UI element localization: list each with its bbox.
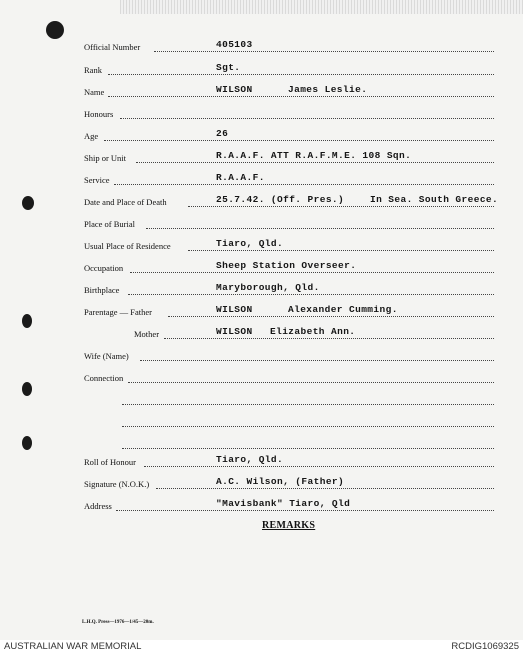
mother-surname-value: WILSON xyxy=(216,326,253,337)
burial-row xyxy=(84,216,494,230)
residence-row xyxy=(84,238,494,252)
age-row xyxy=(84,128,494,142)
punch-hole xyxy=(22,314,32,328)
remarks-heading: REMARKS xyxy=(262,520,316,531)
death-place-value: In Sea. South Greece. xyxy=(370,194,499,205)
ship-or-unit-label: Ship or Unit xyxy=(84,153,127,163)
address-label: Address xyxy=(84,501,112,511)
connection-line xyxy=(84,436,494,450)
service-row xyxy=(84,172,494,186)
roll-of-honour-row xyxy=(84,454,494,468)
name-label: Name xyxy=(84,87,105,97)
residence-value: Tiaro, Qld. xyxy=(216,238,284,249)
mother-given-value: Elizabeth Ann. xyxy=(270,326,356,337)
wife-row xyxy=(84,348,494,362)
signature-value: A.C. Wilson, (Father) xyxy=(216,476,345,487)
connection-line xyxy=(84,414,494,428)
death-date-value: 25.7.42. (Off. Pres.) xyxy=(216,194,345,205)
roll-of-honour-label: Roll of Honour xyxy=(84,457,136,467)
given-names-value: James Leslie. xyxy=(288,84,368,95)
surname-value: WILSON xyxy=(216,84,253,95)
burial-label: Place of Burial xyxy=(84,219,135,229)
service-label: Service xyxy=(84,175,110,185)
father-row xyxy=(84,304,494,318)
honours-label: Honours xyxy=(84,109,114,119)
scan-edge-artifact xyxy=(120,0,523,14)
signature-label: Signature (N.O.K.) xyxy=(84,479,150,489)
father-given-value: Alexander Cumming. xyxy=(288,304,398,315)
official-number-row xyxy=(84,39,494,53)
name-row xyxy=(84,84,494,98)
death-row xyxy=(84,194,499,208)
address-row xyxy=(84,498,494,512)
signature-row xyxy=(84,476,494,490)
occupation-row xyxy=(84,260,494,274)
birthplace-row xyxy=(84,282,494,296)
official-number-value: 405103 xyxy=(216,39,253,50)
ship-or-unit-value: R.A.A.F. ATT R.A.F.M.E. 108 Sqn. xyxy=(216,150,412,161)
address-value: "Mavisbank" Tiaro, Qld xyxy=(216,498,351,509)
punch-hole xyxy=(22,382,32,396)
service-value: R.A.A.F. xyxy=(216,172,265,183)
rank-value: Sgt. xyxy=(216,62,241,73)
honours-row xyxy=(84,106,494,120)
age-value: 26 xyxy=(216,128,229,139)
mother-label: Mother xyxy=(134,329,160,339)
punch-hole xyxy=(22,436,32,450)
occupation-label: Occupation xyxy=(84,263,124,273)
official-number-label: Official Number xyxy=(84,42,141,52)
connection-label: Connection xyxy=(84,373,124,383)
wife-label: Wife (Name) xyxy=(84,351,129,361)
connection-line xyxy=(84,392,494,406)
rank-row xyxy=(84,62,494,76)
residence-label: Usual Place of Residence xyxy=(84,241,171,251)
rank-label: Rank xyxy=(84,65,102,75)
printer-imprint: L.H.Q. Press—1976—1/45—20m. xyxy=(82,620,154,625)
birthplace-value: Maryborough, Qld. xyxy=(216,282,320,293)
birthplace-label: Birthplace xyxy=(84,285,120,295)
punch-hole xyxy=(22,196,34,210)
punch-hole xyxy=(46,21,64,39)
age-label: Age xyxy=(84,131,99,141)
occupation-value: Sheep Station Overseer. xyxy=(216,260,357,271)
father-label: Parentage — Father xyxy=(84,307,152,317)
archive-name: AUSTRALIAN WAR MEMORIAL xyxy=(4,641,142,652)
father-surname-value: WILSON xyxy=(216,304,253,315)
item-identifier: RCDIG1069325 xyxy=(451,641,519,652)
connection-row xyxy=(84,370,494,384)
roll-of-honour-value: Tiaro, Qld. xyxy=(216,454,284,465)
death-label: Date and Place of Death xyxy=(84,197,167,207)
archive-footer xyxy=(0,640,523,654)
mother-row xyxy=(84,326,494,340)
ship-or-unit-row xyxy=(84,150,494,164)
